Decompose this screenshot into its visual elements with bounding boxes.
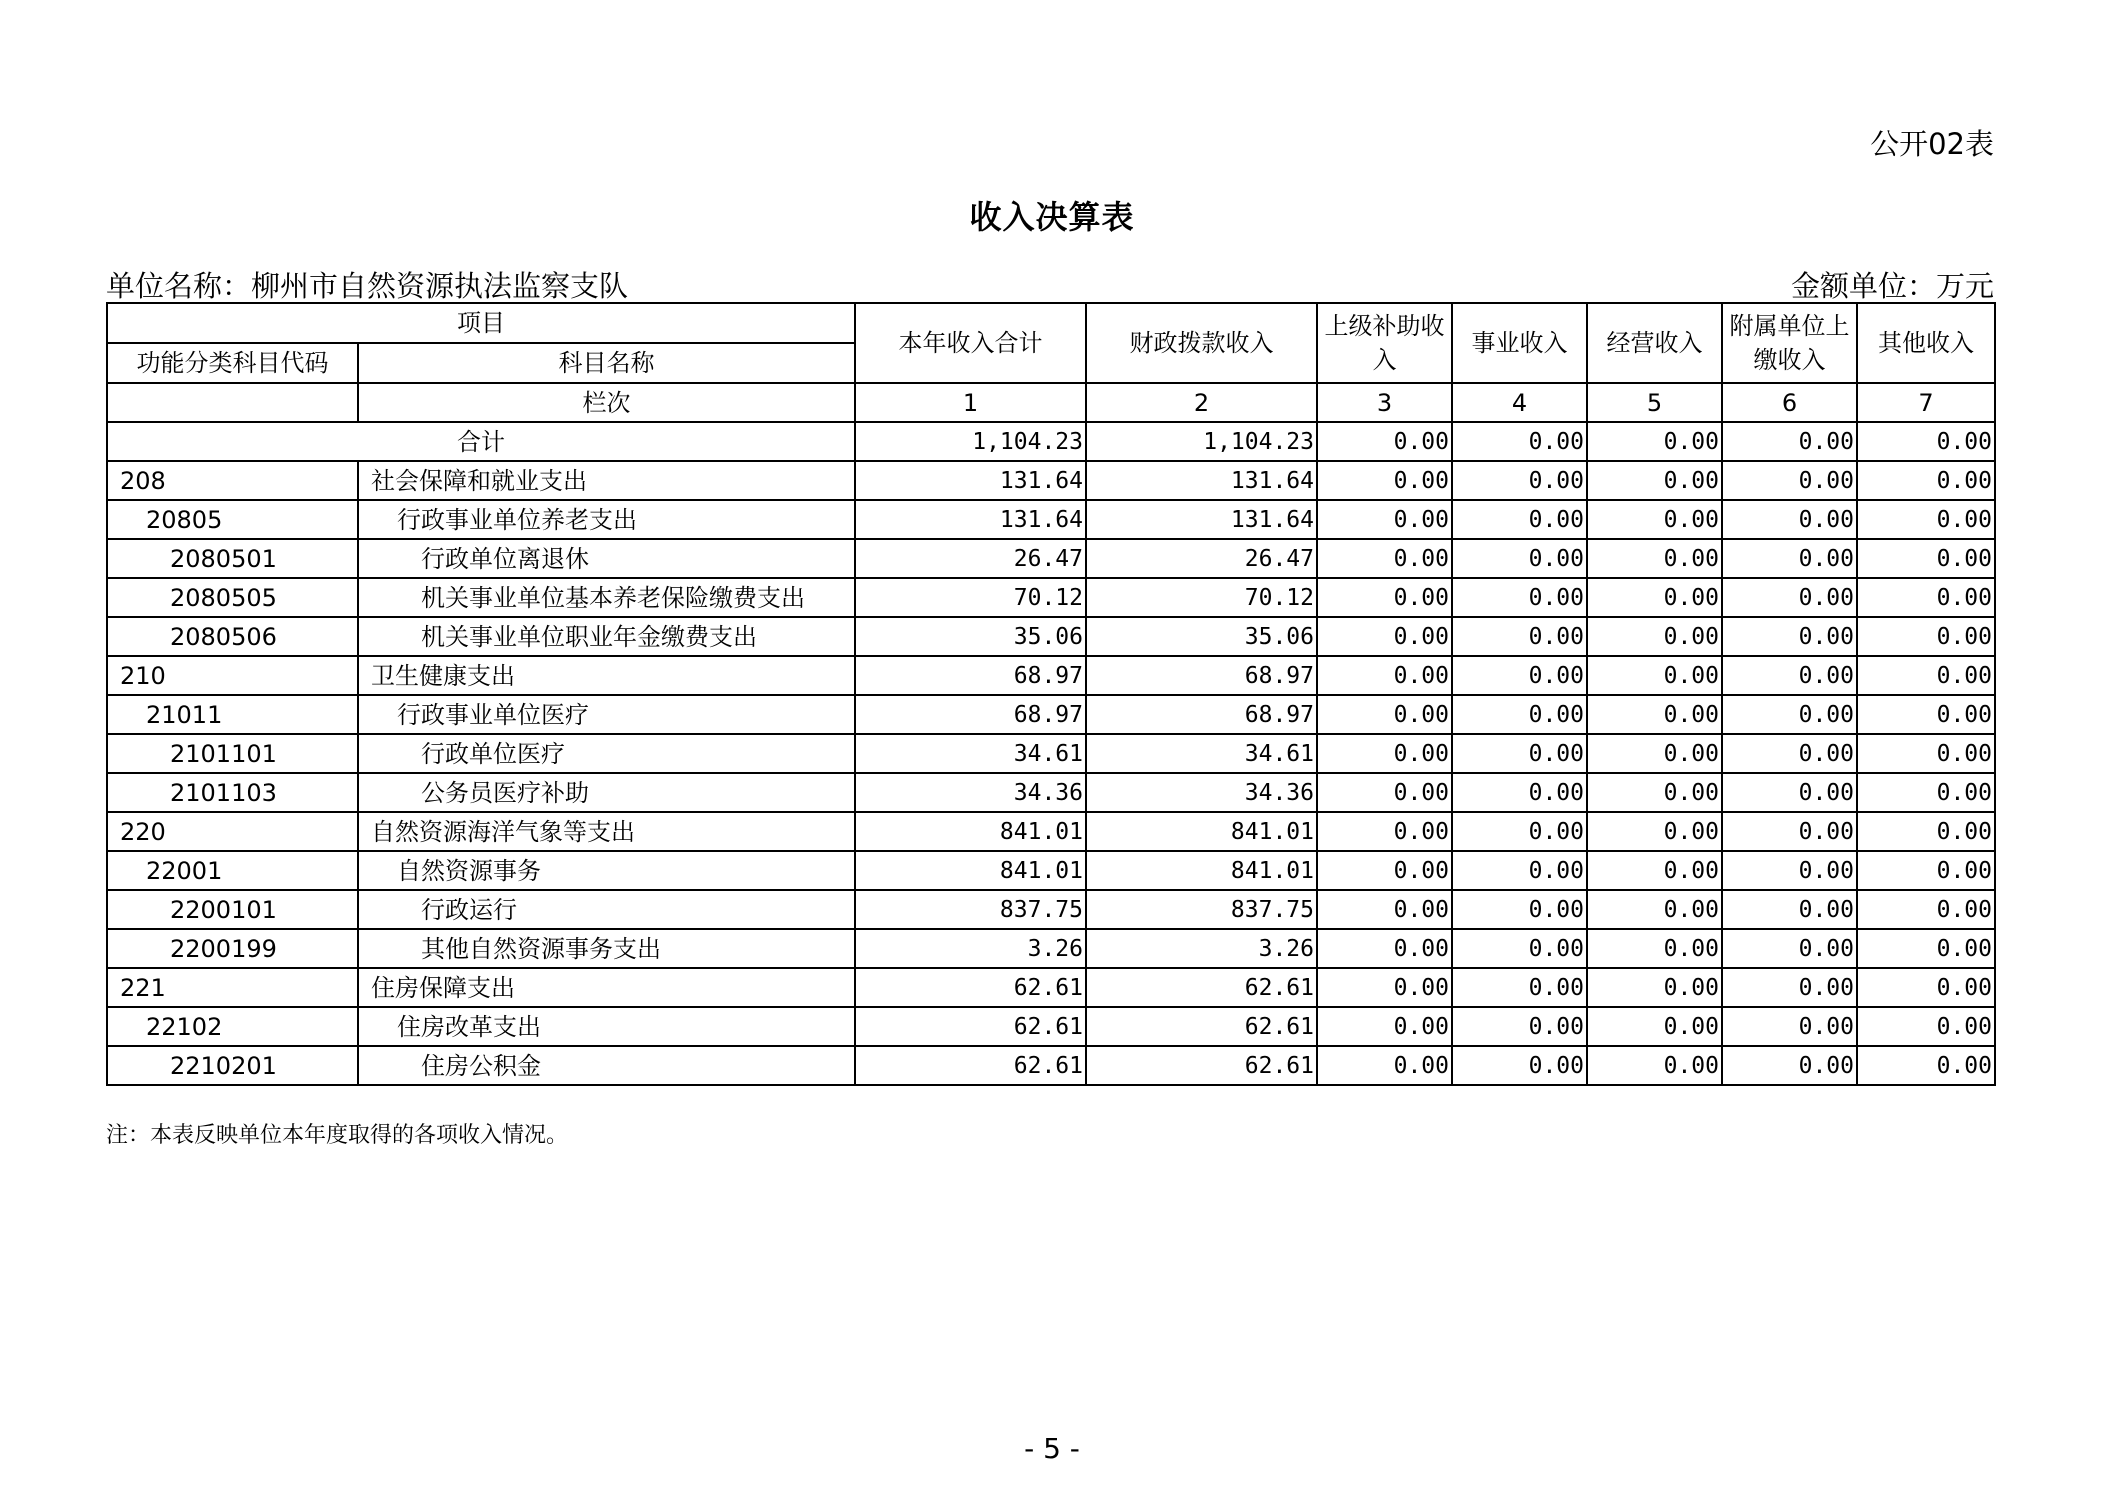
- header-col-5: 经营收入: [1587, 303, 1722, 383]
- amount-cell: 0.00: [1587, 773, 1722, 812]
- amount-cell: 0.00: [1722, 734, 1857, 773]
- subject-code: 2210201: [107, 1046, 358, 1085]
- subject-name: 行政单位医疗: [358, 734, 855, 773]
- total-value-1: 1,104.23: [855, 422, 1086, 461]
- amount-cell: 0.00: [1857, 656, 1995, 695]
- total-row: [107, 422, 1995, 461]
- amount-cell: 0.00: [1317, 812, 1452, 851]
- subject-code: 22001: [107, 851, 358, 890]
- form-id: 公开02表: [1870, 127, 1994, 161]
- amount-cell: 62.61: [1086, 1046, 1317, 1085]
- header-col-6: 附属单位上缴收入: [1722, 303, 1857, 383]
- col-number-5: 5: [1587, 383, 1722, 422]
- amount-cell: 0.00: [1722, 812, 1857, 851]
- subject-name: 公务员医疗补助: [358, 773, 855, 812]
- amount-cell: 0.00: [1587, 851, 1722, 890]
- table-row: [107, 851, 1995, 890]
- amount-cell: 62.61: [855, 1046, 1086, 1085]
- amount-cell: 841.01: [1086, 851, 1317, 890]
- unit-info-row: [106, 264, 1994, 303]
- table-row: [107, 539, 1995, 578]
- total-label: 合计: [107, 422, 855, 461]
- col-number-6: 6: [1722, 383, 1857, 422]
- amount-cell: 70.12: [855, 578, 1086, 617]
- amount-cell: 131.64: [855, 461, 1086, 500]
- header-blank: [107, 383, 358, 422]
- header-name: 科目名称: [358, 343, 855, 383]
- table-row: [107, 929, 1995, 968]
- subject-name: 自然资源海洋气象等支出: [358, 812, 855, 851]
- amount-cell: 0.00: [1317, 539, 1452, 578]
- amount-cell: 0.00: [1722, 695, 1857, 734]
- amount-cell: 0.00: [1722, 539, 1857, 578]
- amount-cell: 0.00: [1452, 929, 1587, 968]
- amount-cell: 0.00: [1857, 968, 1995, 1007]
- table-row: [107, 812, 1995, 851]
- table-row: [107, 890, 1995, 929]
- amount-cell: 837.75: [1086, 890, 1317, 929]
- subject-name: 机关事业单位职业年金缴费支出: [358, 617, 855, 656]
- col-number-4: 4: [1452, 383, 1587, 422]
- amount-cell: 131.64: [855, 500, 1086, 539]
- header-col-2: 财政拨款收入: [1086, 303, 1317, 383]
- amount-cell: 0.00: [1452, 1046, 1587, 1085]
- amount-cell: 0.00: [1722, 656, 1857, 695]
- amount-cell: 131.64: [1086, 461, 1317, 500]
- amount-cell: 68.97: [1086, 695, 1317, 734]
- amount-cell: 0.00: [1722, 617, 1857, 656]
- amount-cell: 0.00: [1857, 773, 1995, 812]
- col-number-3: 3: [1317, 383, 1452, 422]
- amount-cell: 0.00: [1587, 968, 1722, 1007]
- amount-cell: 0.00: [1857, 890, 1995, 929]
- header-col-7: 其他收入: [1857, 303, 1995, 383]
- table-row: [107, 617, 1995, 656]
- amount-cell: 0.00: [1452, 1007, 1587, 1046]
- table-row: [107, 500, 1995, 539]
- amount-cell: 34.36: [1086, 773, 1317, 812]
- amount-cell: 0.00: [1317, 617, 1452, 656]
- amount-cell: 0.00: [1452, 500, 1587, 539]
- table-row: [107, 1007, 1995, 1046]
- amount-cell: 26.47: [1086, 539, 1317, 578]
- amount-cell: 68.97: [855, 695, 1086, 734]
- amount-cell: 0.00: [1587, 617, 1722, 656]
- amount-cell: 0.00: [1722, 929, 1857, 968]
- subject-code: 2200199: [107, 929, 358, 968]
- amount-cell: 0.00: [1317, 929, 1452, 968]
- subject-code: 2080505: [107, 578, 358, 617]
- amount-cell: 68.97: [855, 656, 1086, 695]
- subject-name: 社会保障和就业支出: [358, 461, 855, 500]
- amount-cell: 0.00: [1722, 968, 1857, 1007]
- amount-cell: 0.00: [1722, 1046, 1857, 1085]
- amount-cell: 0.00: [1722, 890, 1857, 929]
- col-number-1: 1: [855, 383, 1086, 422]
- header-project: 项目: [107, 303, 855, 343]
- subject-name: 行政运行: [358, 890, 855, 929]
- amount-cell: 34.61: [1086, 734, 1317, 773]
- table-note: 注：本表反映单位本年度取得的各项收入情况。: [106, 1123, 569, 1148]
- amount-cell: 0.00: [1587, 539, 1722, 578]
- subject-code: 2080501: [107, 539, 358, 578]
- subject-code: 2200101: [107, 890, 358, 929]
- amount-cell: 0.00: [1857, 500, 1995, 539]
- amount-cell: 0.00: [1857, 617, 1995, 656]
- amount-cell: 0.00: [1587, 812, 1722, 851]
- subject-code: 22102: [107, 1007, 358, 1046]
- amount-cell: 0.00: [1317, 890, 1452, 929]
- amount-cell: 0.00: [1857, 539, 1995, 578]
- amount-cell: 0.00: [1452, 734, 1587, 773]
- amount-cell: 0.00: [1452, 656, 1587, 695]
- amount-cell: 0.00: [1452, 773, 1587, 812]
- amount-cell: 0.00: [1317, 656, 1452, 695]
- amount-cell: 0.00: [1587, 734, 1722, 773]
- subject-code: 210: [107, 656, 358, 695]
- total-value-5: 0.00: [1587, 422, 1722, 461]
- subject-name: 自然资源事务: [358, 851, 855, 890]
- amount-cell: 0.00: [1452, 812, 1587, 851]
- amount-cell: 0.00: [1317, 851, 1452, 890]
- table-row: [107, 1046, 1995, 1085]
- unit-name: 单位名称：柳州市自然资源执法监察支队: [106, 269, 629, 303]
- amount-cell: 0.00: [1317, 734, 1452, 773]
- amount-cell: 0.00: [1587, 695, 1722, 734]
- amount-cell: 0.00: [1452, 578, 1587, 617]
- amount-cell: 62.61: [855, 968, 1086, 1007]
- amount-cell: 0.00: [1587, 1007, 1722, 1046]
- amount-cell: 3.26: [1086, 929, 1317, 968]
- page-number: - 5 -: [1024, 1432, 1080, 1465]
- amount-cell: 0.00: [1587, 500, 1722, 539]
- amount-cell: 0.00: [1317, 500, 1452, 539]
- amount-cell: 0.00: [1722, 578, 1857, 617]
- subject-name: 住房公积金: [358, 1046, 855, 1085]
- amount-cell: 0.00: [1452, 851, 1587, 890]
- amount-cell: 0.00: [1857, 812, 1995, 851]
- subject-code: 221: [107, 968, 358, 1007]
- amount-cell: 35.06: [1086, 617, 1317, 656]
- amount-cell: 0.00: [1722, 500, 1857, 539]
- amount-cell: 3.26: [855, 929, 1086, 968]
- amount-cell: 0.00: [1857, 851, 1995, 890]
- amount-cell: 0.00: [1317, 578, 1452, 617]
- amount-cell: 34.36: [855, 773, 1086, 812]
- amount-cell: 0.00: [1857, 695, 1995, 734]
- amount-cell: 0.00: [1857, 734, 1995, 773]
- amount-cell: 131.64: [1086, 500, 1317, 539]
- amount-cell: 35.06: [855, 617, 1086, 656]
- amount-cell: 62.61: [1086, 1007, 1317, 1046]
- header-code: 功能分类科目代码: [107, 343, 358, 383]
- total-value-6: 0.00: [1722, 422, 1857, 461]
- col-number-7: 7: [1857, 383, 1995, 422]
- amount-cell: 26.47: [855, 539, 1086, 578]
- income-table: [106, 302, 1996, 1086]
- header-col-index-label: 栏次: [358, 383, 855, 422]
- total-value-2: 1,104.23: [1086, 422, 1317, 461]
- amount-cell: 0.00: [1317, 968, 1452, 1007]
- table-row: [107, 695, 1995, 734]
- subject-name: 机关事业单位基本养老保险缴费支出: [358, 578, 855, 617]
- table-row: [107, 578, 1995, 617]
- amount-cell: 34.61: [855, 734, 1086, 773]
- amount-cell: 0.00: [1452, 890, 1587, 929]
- amount-cell: 0.00: [1317, 1046, 1452, 1085]
- amount-cell: 0.00: [1857, 461, 1995, 500]
- header-col-4: 事业收入: [1452, 303, 1587, 383]
- subject-name: 行政单位离退休: [358, 539, 855, 578]
- amount-cell: 841.01: [855, 812, 1086, 851]
- table-row: [107, 773, 1995, 812]
- amount-cell: 0.00: [1452, 539, 1587, 578]
- amount-cell: 0.00: [1722, 851, 1857, 890]
- subject-code: 20805: [107, 500, 358, 539]
- subject-name: 住房改革支出: [358, 1007, 855, 1046]
- subject-code: 208: [107, 461, 358, 500]
- amount-cell: 62.61: [1086, 968, 1317, 1007]
- col-number-2: 2: [1086, 383, 1317, 422]
- amount-cell: 841.01: [855, 851, 1086, 890]
- amount-cell: 0.00: [1857, 578, 1995, 617]
- amount-cell: 0.00: [1722, 773, 1857, 812]
- amount-cell: 841.01: [1086, 812, 1317, 851]
- amount-cell: 68.97: [1086, 656, 1317, 695]
- amount-cell: 0.00: [1722, 1007, 1857, 1046]
- amount-cell: 0.00: [1587, 461, 1722, 500]
- amount-cell: 0.00: [1722, 461, 1857, 500]
- amount-cell: 0.00: [1587, 1046, 1722, 1085]
- amount-cell: 0.00: [1317, 695, 1452, 734]
- subject-name: 其他自然资源事务支出: [358, 929, 855, 968]
- amount-cell: 0.00: [1317, 773, 1452, 812]
- header-col-1: 本年收入合计: [855, 303, 1086, 383]
- amount-cell: 0.00: [1452, 968, 1587, 1007]
- table-row: [107, 968, 1995, 1007]
- amount-cell: 62.61: [855, 1007, 1086, 1046]
- amount-cell: 0.00: [1587, 656, 1722, 695]
- amount-cell: 0.00: [1452, 461, 1587, 500]
- total-value-4: 0.00: [1452, 422, 1587, 461]
- amount-cell: 0.00: [1857, 929, 1995, 968]
- subject-name: 住房保障支出: [358, 968, 855, 1007]
- amount-cell: 0.00: [1317, 1007, 1452, 1046]
- subject-name: 行政事业单位养老支出: [358, 500, 855, 539]
- money-unit: 金额单位：万元: [1790, 269, 1994, 303]
- table-row: [107, 461, 1995, 500]
- subject-code: 2101101: [107, 734, 358, 773]
- subject-code: 21011: [107, 695, 358, 734]
- amount-cell: 0.00: [1857, 1046, 1995, 1085]
- subject-code: 220: [107, 812, 358, 851]
- table-row: [107, 656, 1995, 695]
- amount-cell: 0.00: [1587, 890, 1722, 929]
- amount-cell: 0.00: [1317, 461, 1452, 500]
- subject-name: 行政事业单位医疗: [358, 695, 855, 734]
- amount-cell: 0.00: [1587, 578, 1722, 617]
- subject-name: 卫生健康支出: [358, 656, 855, 695]
- subject-code: 2101103: [107, 773, 358, 812]
- amount-cell: 0.00: [1452, 617, 1587, 656]
- page-title: 收入决算表: [969, 198, 1135, 236]
- total-value-3: 0.00: [1317, 422, 1452, 461]
- amount-cell: 0.00: [1857, 1007, 1995, 1046]
- amount-cell: 0.00: [1587, 929, 1722, 968]
- total-value-7: 0.00: [1857, 422, 1995, 461]
- amount-cell: 0.00: [1452, 695, 1587, 734]
- amount-cell: 70.12: [1086, 578, 1317, 617]
- table-row: [107, 734, 1995, 773]
- header-col-3: 上级补助收入: [1317, 303, 1452, 383]
- amount-cell: 837.75: [855, 890, 1086, 929]
- subject-code: 2080506: [107, 617, 358, 656]
